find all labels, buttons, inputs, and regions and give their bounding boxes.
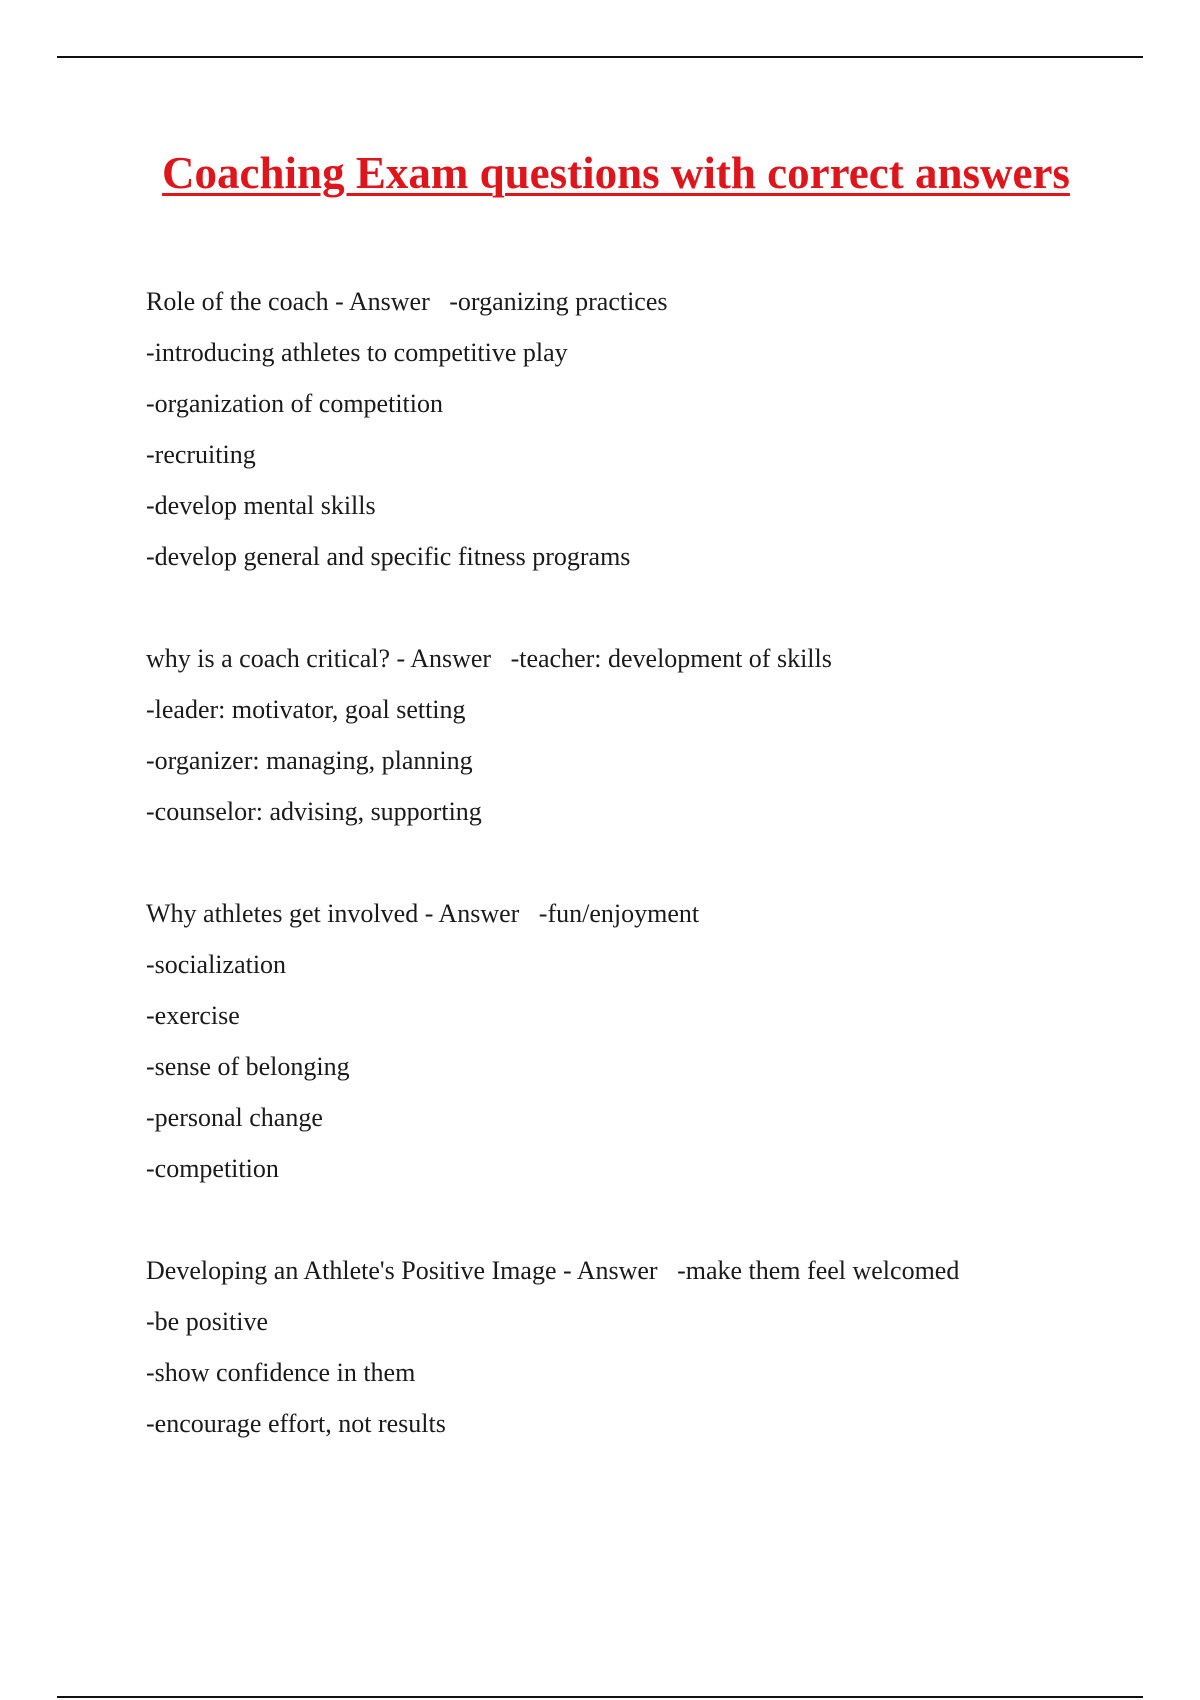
answer-line: -organization of competition — [146, 389, 443, 418]
answer-line: -be positive — [146, 1307, 269, 1336]
answer-line: -show confidence in them — [146, 1358, 416, 1387]
question-line: Why athletes get involved - Answer -fun/enjoyment — [146, 899, 700, 928]
qa-block-role-of-coach — [146, 276, 1106, 582]
question-line: Developing an Athlete's Positive Image - Answer -make them feel welcomed — [146, 1256, 960, 1285]
document-body — [146, 276, 1106, 1500]
answer-line: -socialization — [146, 950, 287, 979]
qa-block-coach-critical — [146, 633, 1106, 837]
answer-line: -develop mental skills — [146, 491, 376, 520]
answer-line: -introducing athletes to competitive play — [146, 338, 568, 367]
document-title: Coaching Exam questions with correct answers — [162, 148, 1070, 198]
answer-line: -organizer: managing, planning — [146, 746, 473, 775]
header-rule — [57, 56, 1143, 58]
answer-line: -personal change — [146, 1103, 323, 1132]
question-line: why is a coach critical? - Answer -teacher: development of skills — [146, 644, 832, 673]
qa-block-athletes-involved — [146, 888, 1106, 1194]
answer-line: -competition — [146, 1154, 279, 1183]
qa-block-positive-image — [146, 1245, 1106, 1449]
answer-line: -leader: motivator, goal setting — [146, 695, 466, 724]
answer-line: -exercise — [146, 1001, 240, 1030]
answer-line: -encourage effort, not results — [146, 1409, 446, 1438]
answer-line: -sense of belonging — [146, 1052, 350, 1081]
answer-line: -counselor: advising, supporting — [146, 797, 482, 826]
question-line: Role of the coach - Answer -organizing practices — [146, 287, 668, 316]
answer-line: -develop general and specific fitness programs — [146, 542, 631, 571]
footer-rule — [57, 1696, 1143, 1698]
answer-line: -recruiting — [146, 440, 256, 469]
